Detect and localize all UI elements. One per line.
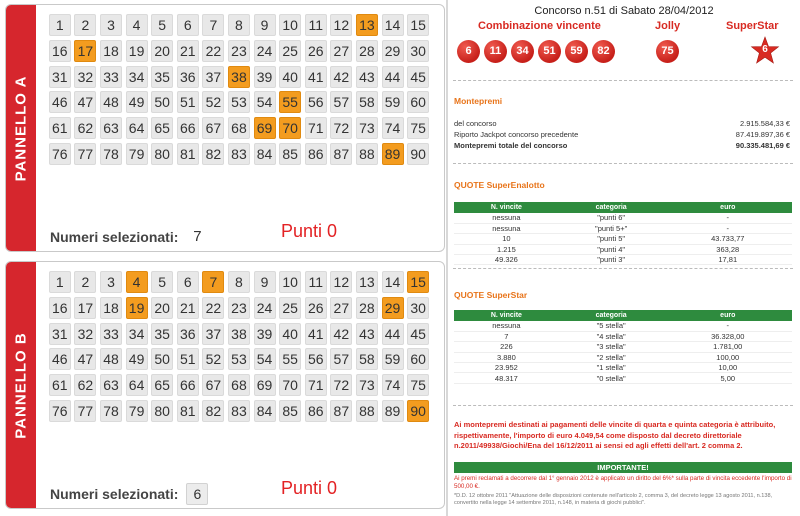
number-cell-21[interactable]: 21 (177, 40, 199, 62)
number-cell-39[interactable]: 39 (254, 66, 276, 88)
number-cell-77[interactable]: 77 (74, 400, 96, 422)
panel-b (5, 261, 445, 509)
table-cell: 10,00 (664, 363, 792, 373)
number-cell-41[interactable]: 41 (305, 66, 327, 88)
number-cell-19[interactable]: 19 (126, 40, 148, 62)
superstar-label: SuperStar (726, 20, 779, 32)
number-cell-75[interactable]: 75 (407, 374, 429, 396)
table-row (454, 234, 792, 244)
table-cell: 100,00 (664, 352, 792, 362)
number-cell-3[interactable]: 3 (100, 14, 122, 36)
number-cell-72[interactable]: 72 (330, 117, 352, 139)
number-cell-86[interactable]: 86 (305, 143, 327, 165)
table-cell: 7 (454, 331, 559, 341)
separator (453, 405, 793, 406)
number-cell-14[interactable]: 14 (382, 271, 404, 293)
number-cell-88[interactable]: 88 (356, 400, 378, 422)
table-row (454, 331, 792, 341)
column-header: euro (664, 310, 792, 321)
number-cell-65[interactable]: 65 (151, 374, 173, 396)
number-cell-44[interactable]: 44 (382, 323, 404, 345)
table-cell: - (664, 223, 792, 233)
table-cell: "punti 3" (559, 255, 664, 265)
number-cell-30[interactable]: 30 (407, 297, 429, 319)
table-cell: "1 stella" (559, 363, 664, 373)
table-cell: "punti 5+" (559, 223, 664, 233)
number-cell-2[interactable]: 2 (74, 271, 96, 293)
number-cell-6[interactable]: 6 (177, 14, 199, 36)
number-cell-22[interactable]: 22 (202, 40, 224, 62)
number-cell-25[interactable]: 25 (279, 40, 301, 62)
number-cell-84[interactable]: 84 (254, 143, 276, 165)
number-cell-2[interactable]: 2 (74, 14, 96, 36)
number-cell-52[interactable]: 52 (202, 91, 224, 113)
number-cell-45[interactable]: 45 (407, 323, 429, 345)
number-cell-89[interactable]: 89 (382, 400, 404, 422)
number-cell-60[interactable]: 60 (407, 348, 429, 370)
number-cell-39[interactable]: 39 (254, 323, 276, 345)
number-cell-41[interactable]: 41 (305, 323, 327, 345)
table-row (454, 213, 792, 223)
number-cell-26[interactable]: 26 (305, 40, 327, 62)
number-cell-48[interactable]: 48 (100, 348, 122, 370)
number-cell-51[interactable]: 51 (177, 348, 199, 370)
table-cell: "punti 5" (559, 234, 664, 244)
number-cell-71[interactable]: 71 (305, 374, 327, 396)
panel-b-punti: Punti 0 (281, 478, 338, 498)
number-cell-23[interactable]: 23 (228, 40, 250, 62)
table-cell: 5,00 (664, 373, 792, 383)
table-cell: nessuna (454, 321, 559, 331)
table-cell: "2 stella" (559, 352, 664, 362)
montepremi-note: Ai montepremi destinati ai pagamenti delle vincite di quarta e quinta categoria è attribuito, rispettivamente, l'importo di euro 4.049,54 come disposto dal decreto direttoriale n.2011/49938/Giochi/Ena del 16/12/2011 ai sensi ed agli effetti dell'art. 2 comma 2. (454, 420, 776, 450)
number-cell-65[interactable]: 65 (151, 117, 173, 139)
number-cell-70[interactable]: 70 (279, 374, 301, 396)
number-cell-68[interactable]: 68 (228, 374, 250, 396)
column-header: N. vincite (454, 202, 559, 213)
number-cell-54[interactable]: 54 (254, 348, 276, 370)
number-cell-40[interactable]: 40 (279, 66, 301, 88)
number-cell-51[interactable]: 51 (177, 91, 199, 113)
number-cell-57[interactable]: 57 (330, 348, 352, 370)
number-cell-64[interactable]: 64 (126, 374, 148, 396)
number-cell-44[interactable]: 44 (382, 66, 404, 88)
table-header-row (454, 202, 792, 213)
number-cell-36[interactable]: 36 (177, 66, 199, 88)
number-cell-4[interactable]: 4 (126, 14, 148, 36)
number-cell-74[interactable]: 74 (382, 117, 404, 139)
number-cell-85[interactable]: 85 (279, 143, 301, 165)
number-cell-34[interactable]: 34 (126, 66, 148, 88)
number-cell-90[interactable]: 90 (407, 143, 429, 165)
number-cell-53[interactable]: 53 (228, 91, 250, 113)
table-cell: nessuna (454, 213, 559, 223)
number-cell-24[interactable]: 24 (254, 297, 276, 319)
number-cell-18[interactable]: 18 (100, 297, 122, 319)
winning-ball: 11 (484, 40, 507, 63)
number-cell-11[interactable]: 11 (305, 271, 327, 293)
number-cell-1[interactable]: 1 (49, 14, 71, 36)
winning-ball: 6 (457, 40, 480, 63)
number-cell-20[interactable]: 20 (151, 297, 173, 319)
table-cell: "punti 6" (559, 213, 664, 223)
number-cell-50[interactable]: 50 (151, 91, 173, 113)
number-cell-61[interactable]: 61 (49, 374, 71, 396)
number-cell-84[interactable]: 84 (254, 400, 276, 422)
table-cell: 49.326 (454, 255, 559, 265)
number-cell-10[interactable]: 10 (279, 271, 301, 293)
montepremi-row: del concorso 2.915.584,33 € (454, 119, 790, 128)
table-cell: 43.733,77 (664, 234, 792, 244)
number-cell-3[interactable]: 3 (100, 271, 122, 293)
number-cell-79[interactable]: 79 (126, 143, 148, 165)
number-cell-5[interactable]: 5 (151, 271, 173, 293)
number-cell-31[interactable]: 31 (49, 323, 71, 345)
number-cell-58[interactable]: 58 (356, 91, 378, 113)
number-cell-55[interactable]: 55 (279, 348, 301, 370)
table-row (454, 255, 792, 265)
montepremi-total-row: Montepremi totale del concorso 90.335.481,69 € (454, 141, 790, 150)
number-cell-23[interactable]: 23 (228, 297, 250, 319)
number-cell-30[interactable]: 30 (407, 40, 429, 62)
number-cell-7[interactable]: 7 (202, 14, 224, 36)
number-cell-35[interactable]: 35 (151, 323, 173, 345)
number-cell-42[interactable]: 42 (330, 66, 352, 88)
number-cell-52[interactable]: 52 (202, 348, 224, 370)
superstar-number: 6 (762, 44, 768, 55)
winning-ball: 51 (538, 40, 561, 63)
table-cell: 1.781,00 (664, 342, 792, 352)
table-row (454, 363, 792, 373)
panel-a-number-grid (47, 13, 431, 168)
number-cell-56[interactable]: 56 (305, 91, 327, 113)
panel-b-numbers-selected (50, 483, 208, 505)
number-cell-60[interactable]: 60 (407, 91, 429, 113)
footnote: *D.D. 12 ottobre 2011 "Attuazione delle disposizioni contenute nell'articolo 2, comma 3, del decreto legge 13 agosto 2011, n.138, convertito nella legge 14 settembre 2011, n.148, in materia di giochi pubblici". (454, 493, 773, 506)
number-cell-59[interactable]: 59 (382, 348, 404, 370)
numbers-selected-label: Numeri selezionati: (50, 486, 179, 502)
panel-b-number-grid (47, 270, 431, 425)
number-cell-20[interactable]: 20 (151, 40, 173, 62)
number-cell-7[interactable]: 7 (202, 271, 224, 293)
quote-superenalotto-title: QUOTE SuperEnalotto (454, 180, 545, 190)
number-cell-66[interactable]: 66 (177, 117, 199, 139)
number-cell-9[interactable]: 9 (254, 271, 276, 293)
results-panel (448, 0, 800, 516)
number-cell-58[interactable]: 58 (356, 348, 378, 370)
number-cell-35[interactable]: 35 (151, 66, 173, 88)
number-cell-55[interactable]: 55 (279, 91, 301, 113)
number-cell-78[interactable]: 78 (100, 143, 122, 165)
important-text: Ai premi reclamati a decorrere dal 1° gennaio 2012 è applicato un diritto del 6%* sulla parte di vincita eccedente l'importo di 500,00 €. (454, 475, 792, 490)
number-cell-25[interactable]: 25 (279, 297, 301, 319)
number-cell-36[interactable]: 36 (177, 323, 199, 345)
table-cell: "0 stella" (559, 373, 664, 383)
column-header: categoria (559, 310, 664, 321)
number-cell-48[interactable]: 48 (100, 91, 122, 113)
number-cell-15[interactable]: 15 (407, 14, 429, 36)
panel-a (5, 4, 445, 252)
number-cell-63[interactable]: 63 (100, 374, 122, 396)
number-cell-5[interactable]: 5 (151, 14, 173, 36)
table-cell: 17,81 (664, 255, 792, 265)
number-cell-8[interactable]: 8 (228, 271, 250, 293)
number-cell-89[interactable]: 89 (382, 143, 404, 165)
number-cell-49[interactable]: 49 (126, 348, 148, 370)
number-cell-43[interactable]: 43 (356, 66, 378, 88)
number-cell-53[interactable]: 53 (228, 348, 250, 370)
quote-superenalotto-table (454, 202, 792, 265)
number-cell-31[interactable]: 31 (49, 66, 71, 88)
number-cell-77[interactable]: 77 (74, 143, 96, 165)
number-cell-27[interactable]: 27 (330, 40, 352, 62)
number-cell-12[interactable]: 12 (330, 14, 352, 36)
number-cell-28[interactable]: 28 (356, 297, 378, 319)
number-cell-10[interactable]: 10 (279, 14, 301, 36)
table-cell: 3.880 (454, 352, 559, 362)
number-cell-61[interactable]: 61 (49, 117, 71, 139)
number-cell-69[interactable]: 69 (254, 117, 276, 139)
number-cell-73[interactable]: 73 (356, 117, 378, 139)
number-cell-18[interactable]: 18 (100, 40, 122, 62)
table-cell: 10 (454, 234, 559, 244)
numbers-selected-value: 7 (193, 228, 202, 245)
number-cell-1[interactable]: 1 (49, 271, 71, 293)
jolly-ball: 75 (656, 40, 679, 63)
number-cell-87[interactable]: 87 (330, 143, 352, 165)
number-cell-68[interactable]: 68 (228, 117, 250, 139)
number-cell-74[interactable]: 74 (382, 374, 404, 396)
number-cell-62[interactable]: 62 (74, 374, 96, 396)
table-row (454, 342, 792, 352)
panel-a-punti: Punti 0 (281, 221, 338, 241)
number-cell-59[interactable]: 59 (382, 91, 404, 113)
table-cell: 48.317 (454, 373, 559, 383)
number-cell-49[interactable]: 49 (126, 91, 148, 113)
table-row (454, 244, 792, 254)
winning-ball: 59 (565, 40, 588, 63)
table-cell: nessuna (454, 223, 559, 233)
table-cell: 1.215 (454, 244, 559, 254)
number-cell-42[interactable]: 42 (330, 323, 352, 345)
number-cell-13[interactable]: 13 (356, 271, 378, 293)
number-cell-19[interactable]: 19 (126, 297, 148, 319)
panel-a-label: PANNELLO A (12, 75, 30, 181)
number-cell-86[interactable]: 86 (305, 400, 327, 422)
number-cell-17[interactable]: 17 (74, 40, 96, 62)
number-cell-82[interactable]: 82 (202, 143, 224, 165)
number-cell-67[interactable]: 67 (202, 117, 224, 139)
number-cell-21[interactable]: 21 (177, 297, 199, 319)
table-row (454, 321, 792, 331)
draw-title: Concorso n.51 di Sabato 28/04/2012 (534, 5, 714, 17)
number-cell-76[interactable]: 76 (49, 143, 71, 165)
number-cell-34[interactable]: 34 (126, 323, 148, 345)
number-cell-6[interactable]: 6 (177, 271, 199, 293)
number-cell-83[interactable]: 83 (228, 400, 250, 422)
winning-ball: 34 (511, 40, 534, 63)
number-cell-69[interactable]: 69 (254, 374, 276, 396)
table-cell: "punti 4" (559, 244, 664, 254)
numbers-selected-value: 6 (186, 483, 208, 505)
number-cell-33[interactable]: 33 (100, 323, 122, 345)
number-cell-70[interactable]: 70 (279, 117, 301, 139)
number-cell-79[interactable]: 79 (126, 400, 148, 422)
number-cell-37[interactable]: 37 (202, 323, 224, 345)
number-cell-14[interactable]: 14 (382, 14, 404, 36)
number-cell-71[interactable]: 71 (305, 117, 327, 139)
number-cell-27[interactable]: 27 (330, 297, 352, 319)
table-cell: "3 stella" (559, 342, 664, 352)
montepremi-title: Montepremi (454, 96, 503, 106)
number-cell-56[interactable]: 56 (305, 348, 327, 370)
number-cell-40[interactable]: 40 (279, 323, 301, 345)
number-cell-72[interactable]: 72 (330, 374, 352, 396)
quote-superstar-table (454, 310, 792, 384)
number-cell-33[interactable]: 33 (100, 66, 122, 88)
numbers-selected-label: Numeri selezionati: (50, 229, 179, 245)
quote-superstar-title: QUOTE SuperStar (454, 290, 528, 300)
number-cell-50[interactable]: 50 (151, 348, 173, 370)
column-header: categoria (559, 202, 664, 213)
number-cell-38[interactable]: 38 (228, 323, 250, 345)
montepremi-row: Riporto Jackpot concorso precedente 87.419.897,36 € (454, 130, 790, 139)
panel-a-numbers-selected (50, 226, 208, 248)
number-cell-46[interactable]: 46 (49, 91, 71, 113)
number-cell-80[interactable]: 80 (151, 400, 173, 422)
number-cell-73[interactable]: 73 (356, 374, 378, 396)
number-cell-16[interactable]: 16 (49, 297, 71, 319)
separator (453, 80, 793, 81)
number-cell-76[interactable]: 76 (49, 400, 71, 422)
number-cell-75[interactable]: 75 (407, 117, 429, 139)
table-header-row (454, 310, 792, 321)
table-cell: 36.328,00 (664, 331, 792, 341)
table-cell: 23.952 (454, 363, 559, 373)
number-cell-32[interactable]: 32 (74, 323, 96, 345)
number-cell-47[interactable]: 47 (74, 348, 96, 370)
number-cell-15[interactable]: 15 (407, 271, 429, 293)
panel-b-label: PANNELLO B (12, 331, 30, 439)
column-header: N. vincite (454, 310, 559, 321)
number-cell-24[interactable]: 24 (254, 40, 276, 62)
number-cell-85[interactable]: 85 (279, 400, 301, 422)
number-cell-17[interactable]: 17 (74, 297, 96, 319)
number-cell-78[interactable]: 78 (100, 400, 122, 422)
number-cell-11[interactable]: 11 (305, 14, 327, 36)
number-cell-22[interactable]: 22 (202, 297, 224, 319)
table-cell: 226 (454, 342, 559, 352)
table-cell: "5 stella" (559, 321, 664, 331)
number-cell-28[interactable]: 28 (356, 40, 378, 62)
separator (453, 163, 793, 164)
table-cell: "4 stella" (559, 331, 664, 341)
winning-ball: 82 (592, 40, 615, 63)
number-cell-81[interactable]: 81 (177, 143, 199, 165)
number-cell-67[interactable]: 67 (202, 374, 224, 396)
combination-label: Combinazione vincente (478, 20, 601, 32)
number-cell-63[interactable]: 63 (100, 117, 122, 139)
number-cell-47[interactable]: 47 (74, 91, 96, 113)
number-cell-54[interactable]: 54 (254, 91, 276, 113)
table-cell: 363,28 (664, 244, 792, 254)
number-cell-83[interactable]: 83 (228, 143, 250, 165)
number-cell-37[interactable]: 37 (202, 66, 224, 88)
number-cell-9[interactable]: 9 (254, 14, 276, 36)
number-cell-29[interactable]: 29 (382, 40, 404, 62)
table-cell: - (664, 213, 792, 223)
separator (453, 268, 793, 269)
number-cell-8[interactable]: 8 (228, 14, 250, 36)
number-cell-64[interactable]: 64 (126, 117, 148, 139)
number-cell-88[interactable]: 88 (356, 143, 378, 165)
number-cell-66[interactable]: 66 (177, 374, 199, 396)
number-cell-90[interactable]: 90 (407, 400, 429, 422)
table-row (454, 373, 792, 383)
number-cell-13[interactable]: 13 (356, 14, 378, 36)
number-cell-4[interactable]: 4 (126, 271, 148, 293)
number-cell-26[interactable]: 26 (305, 297, 327, 319)
number-cell-57[interactable]: 57 (330, 91, 352, 113)
number-cell-80[interactable]: 80 (151, 143, 173, 165)
number-cell-81[interactable]: 81 (177, 400, 199, 422)
important-bar: IMPORTANTE! (454, 462, 792, 473)
number-cell-43[interactable]: 43 (356, 323, 378, 345)
table-row (454, 352, 792, 362)
number-cell-46[interactable]: 46 (49, 348, 71, 370)
number-cell-82[interactable]: 82 (202, 400, 224, 422)
table-cell: - (664, 321, 792, 331)
number-cell-12[interactable]: 12 (330, 271, 352, 293)
number-cell-62[interactable]: 62 (74, 117, 96, 139)
number-cell-38[interactable]: 38 (228, 66, 250, 88)
jolly-label: Jolly (655, 20, 681, 32)
column-header: euro (664, 202, 792, 213)
number-cell-16[interactable]: 16 (49, 40, 71, 62)
number-cell-29[interactable]: 29 (382, 297, 404, 319)
table-row (454, 223, 792, 233)
number-cell-32[interactable]: 32 (74, 66, 96, 88)
number-cell-87[interactable]: 87 (330, 400, 352, 422)
number-cell-45[interactable]: 45 (407, 66, 429, 88)
